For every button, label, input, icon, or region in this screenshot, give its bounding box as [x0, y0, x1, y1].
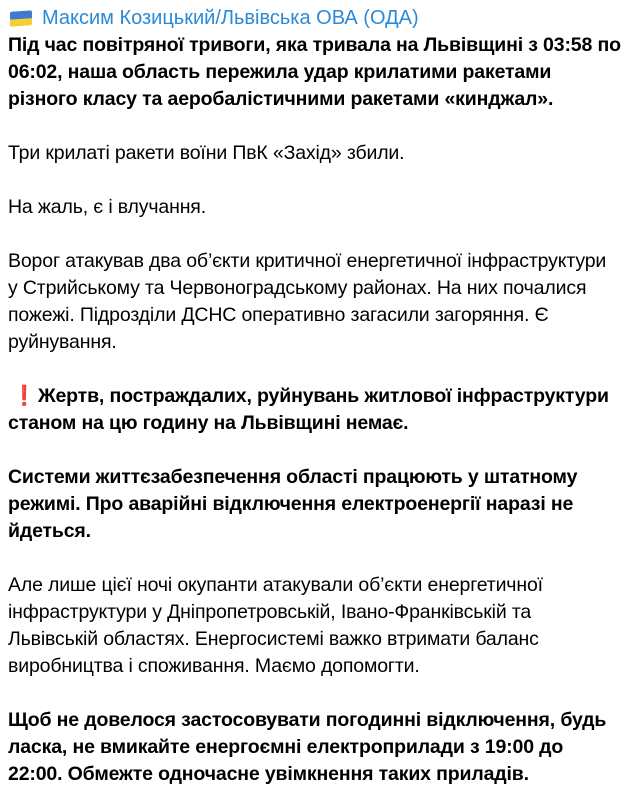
- paragraph-appliance-request: Щоб не довелося застосовувати погодинні відключення, будь ласка, не вмикайте енергоємні електроприлади з 19:00 до 22:00. Обмежте одночасне увімкнення таких приладів.: [8, 709, 607, 785]
- paragraph-air-alert: Під час повітряної тривоги, яка тривала на Львівщині з 03:58 по 06:02, наша область пережила удар крилатими ракетами різного класу та аеробалістичними ракетами «кинджал».: [8, 34, 621, 110]
- paragraph-night-attacks: Але лише цієї ночі окупанти атакували об’єкти енергетичної інфраструктури у Дніпропетровській, Івано-Франківській та Львівській областях. Енергосистемі важко втримати баланс виробництва і споживання. Маємо допомогти.: [8, 574, 543, 677]
- paragraph-missiles-downed: Три крилаті ракети воїни ПвК «Захід» збили.: [8, 142, 405, 164]
- paragraph-no-casualties: [8, 383, 621, 437]
- paragraph-life-support: Системи життєзабезпечення області працюють у штатному режимі. Про аварійні відключення електроенергії наразі не йдеться.: [8, 466, 578, 542]
- no-casualties-text: Жертв, постраждалих, руйнувань житлової інфраструктури станом на цю годину на Львівщині немає.: [8, 385, 609, 434]
- sender-header[interactable]: [8, 4, 621, 32]
- paragraph-infrastructure-attack: Ворог атакував два об’єкти критичної енергетичної інфраструктури у Стрийському та Червоноградському районах. На них почалися пожежі. Підрозділи ДСНС оперативно загасили загоряння. Є руйнування.: [8, 250, 607, 353]
- message-body: [8, 32, 621, 788]
- ukraine-flag-icon: [10, 10, 32, 27]
- sender-name[interactable]: Максим Козицький/Львівська ОВА (ОДА): [42, 7, 419, 29]
- exclamation-icon: ❗: [12, 385, 37, 407]
- paragraph-hits: На жаль, є і влучання.: [8, 196, 206, 218]
